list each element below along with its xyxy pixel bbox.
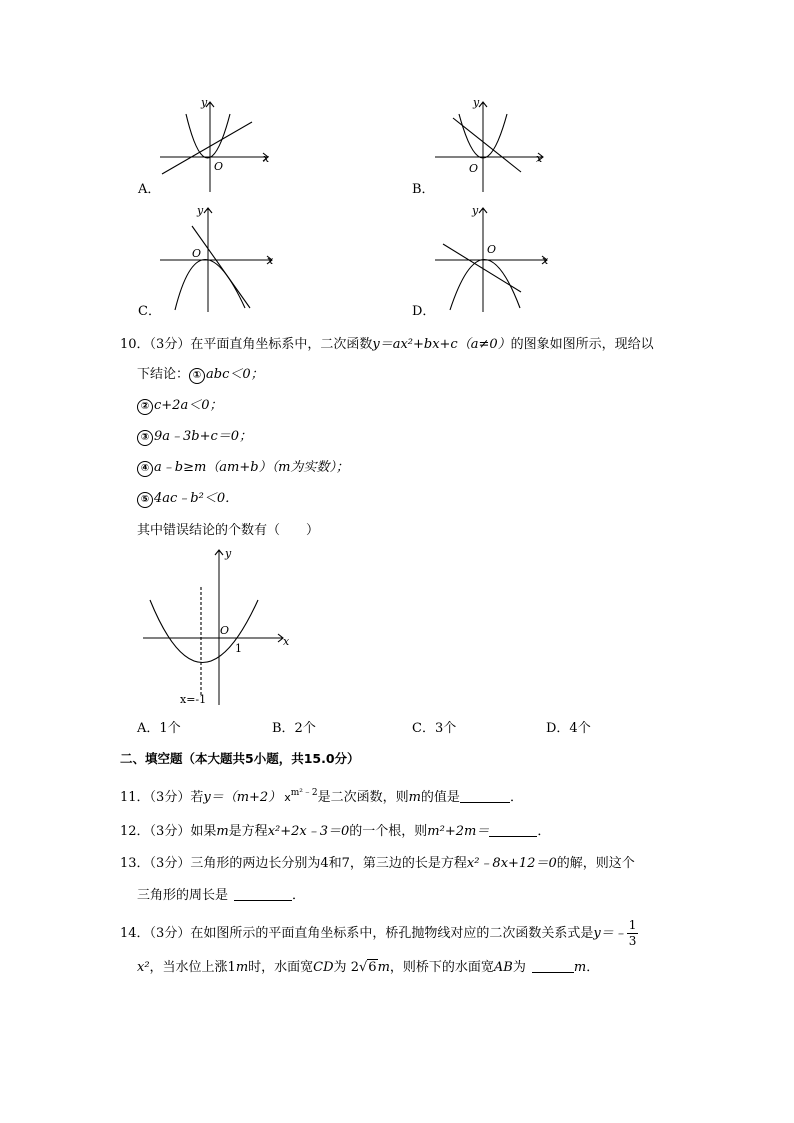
q10-conclusion-2-line: [137, 394, 222, 415]
q10-stem-pre: 在平面直角坐标系中，二次函数: [190, 337, 373, 352]
origin-label: O: [469, 162, 479, 175]
option-b-label: B．: [412, 182, 435, 197]
q11-end: ．: [509, 790, 523, 805]
q11-answer-blank[interactable]: [460, 789, 510, 803]
q13-end: ．: [292, 888, 306, 903]
q10-option-c: C．3个: [412, 721, 457, 736]
conclusion-5-mark: ⑤: [137, 492, 153, 508]
q10-conclusion-4-line: [137, 456, 349, 477]
x-label: x: [536, 152, 543, 165]
q14-frac-num: 1: [628, 918, 637, 932]
q10-stem: [120, 333, 654, 352]
conclusion-1: abc＜0；: [206, 367, 264, 382]
q13-line1: [120, 852, 635, 871]
q14-frac-den: 3: [628, 934, 637, 948]
q11-pre: 若: [190, 790, 204, 805]
q12-number: 12．（3分）: [120, 824, 191, 839]
q12-equation: x²+2x﹣3＝0: [267, 824, 350, 839]
x-label: x: [542, 254, 549, 267]
option-c-label: C．: [138, 304, 161, 319]
q12-mid: 是方程: [228, 824, 268, 839]
q10-formula: y＝ax²+bx+c（a≠0）: [372, 337, 511, 352]
origin-label: O: [220, 624, 230, 637]
q11-var: m: [408, 790, 421, 805]
conclusion-2: c+2a＜0；: [154, 398, 223, 413]
q11-post2: 的值是: [420, 790, 460, 805]
q14-end: ．: [586, 960, 600, 975]
q11-post: 是二次函数，则: [317, 790, 409, 805]
q14-sqrt-sign-icon: √: [358, 960, 368, 975]
q13-number: 13．（3分）: [120, 856, 191, 871]
q13-equation: x²﹣8x+12＝0: [466, 856, 557, 871]
q11: [120, 786, 523, 805]
q10-conclusion-3-line: [137, 425, 252, 446]
conclusion-3-mark: ③: [137, 430, 153, 446]
q14-line2-text2: 时，水面宽: [248, 960, 314, 975]
origin-label: O: [214, 160, 224, 173]
line: [443, 244, 521, 292]
conclusion-4-mark: ④: [137, 461, 153, 477]
graph-option-a: [150, 92, 280, 197]
y-label: y: [197, 204, 204, 217]
q14-line2-text4: ，则桥下的水面宽: [389, 960, 494, 975]
q13-text: 三角形的两边长分别为4和7，第三边的长是方程: [190, 856, 467, 871]
conclusion-3: 9a﹣3b+c＝0；: [154, 429, 253, 444]
q10-option-d: D．4个: [546, 721, 591, 736]
q14-unit-m-2: m: [377, 960, 390, 975]
q13-answer-blank[interactable]: [234, 887, 292, 901]
q14-line2-text3: 为: [333, 960, 347, 975]
conclusion-4: a﹣b≥m（am+b）（m为实数）；: [154, 460, 349, 475]
line: [192, 226, 250, 308]
graph-option-b: [425, 92, 555, 197]
x-label: x: [283, 635, 290, 648]
q14-fraction: [627, 918, 639, 949]
q10-line2: [137, 363, 264, 384]
q10-conclusion-5-line: [137, 487, 238, 508]
symmetry-label: x=-1: [180, 693, 207, 706]
q12-var: m: [216, 824, 229, 839]
conclusion-5: 4ac﹣b²＜0．: [154, 491, 239, 506]
q14-line2: [137, 956, 599, 975]
q14-line2-text5: 为: [512, 960, 526, 975]
q13-text2: 的解，则这个: [556, 856, 635, 871]
q14-number: 14．（3分）: [120, 926, 191, 941]
graph-option-c: [150, 200, 280, 315]
y-label: y: [472, 204, 479, 217]
option-d-label: D．: [412, 304, 436, 319]
q14-sqrt-val: 6: [368, 960, 377, 975]
parabola: [175, 259, 245, 310]
q14-ab: AB: [493, 960, 513, 975]
y-label: y: [473, 96, 480, 109]
parabola: [186, 114, 230, 158]
q11-formula-a: y＝（m+2）: [203, 790, 282, 805]
q14-formula-lhs: y＝﹣: [593, 926, 627, 941]
x-label: x: [263, 152, 270, 165]
q14-text: 在如图所示的平面直角坐标系中，桥孔抛物线对应的二次函数关系式是: [190, 926, 594, 941]
q10-graph: [138, 545, 298, 710]
q12: [120, 820, 550, 839]
section-2-heading: 二、填空题（本大题共5小题，共15.0分）: [120, 751, 360, 766]
q11-number: 11．（3分）: [120, 790, 191, 805]
q12-expr: m²+2m＝: [427, 824, 490, 839]
graph-option-d: [425, 200, 555, 315]
q10-option-a: A．1个: [137, 721, 181, 736]
option-a-label: A．: [138, 182, 161, 197]
y-label: y: [225, 547, 232, 560]
q14-line1: [120, 918, 638, 949]
x-label: x: [267, 254, 274, 267]
q11-formula-x: x: [284, 791, 291, 804]
q12-pre: 如果: [190, 824, 217, 839]
line: [453, 118, 521, 172]
q14-x2: x²: [137, 960, 150, 975]
q13-line2-text: 三角形的周长是: [137, 888, 229, 903]
q10-stem-post: 的图象如图所示，现给以: [510, 337, 654, 352]
q14-unit-m: m: [235, 960, 249, 975]
conclusion-1-mark: ①: [189, 368, 205, 384]
q14-unit-m-3: m: [573, 960, 587, 975]
line: [162, 122, 252, 174]
q14-line2-text: ，当水位上涨1: [149, 960, 236, 975]
q14-cd: CD: [313, 960, 334, 975]
origin-label: O: [487, 243, 497, 256]
point-1-label: 1: [235, 642, 242, 655]
q11-exponent: m²﹣2: [290, 788, 318, 798]
origin-label: O: [192, 247, 202, 260]
q12-answer-blank[interactable]: [489, 823, 537, 837]
q14-sqrt-coef: 2: [350, 960, 359, 975]
q13-line2: [137, 884, 305, 903]
q10-stem-line2: 下结论：: [137, 367, 190, 382]
q10-option-b: B．2个: [272, 721, 316, 736]
q12-end: ．: [537, 824, 551, 839]
q10-number: 10．（3分）: [120, 337, 191, 352]
conclusion-2-mark: ②: [137, 399, 153, 415]
q12-mid2: 的一个根，则: [349, 824, 428, 839]
q10-question: 其中错误结论的个数有（ ）: [137, 523, 320, 538]
y-label: y: [201, 96, 208, 109]
q14-answer-blank[interactable]: [532, 959, 574, 973]
